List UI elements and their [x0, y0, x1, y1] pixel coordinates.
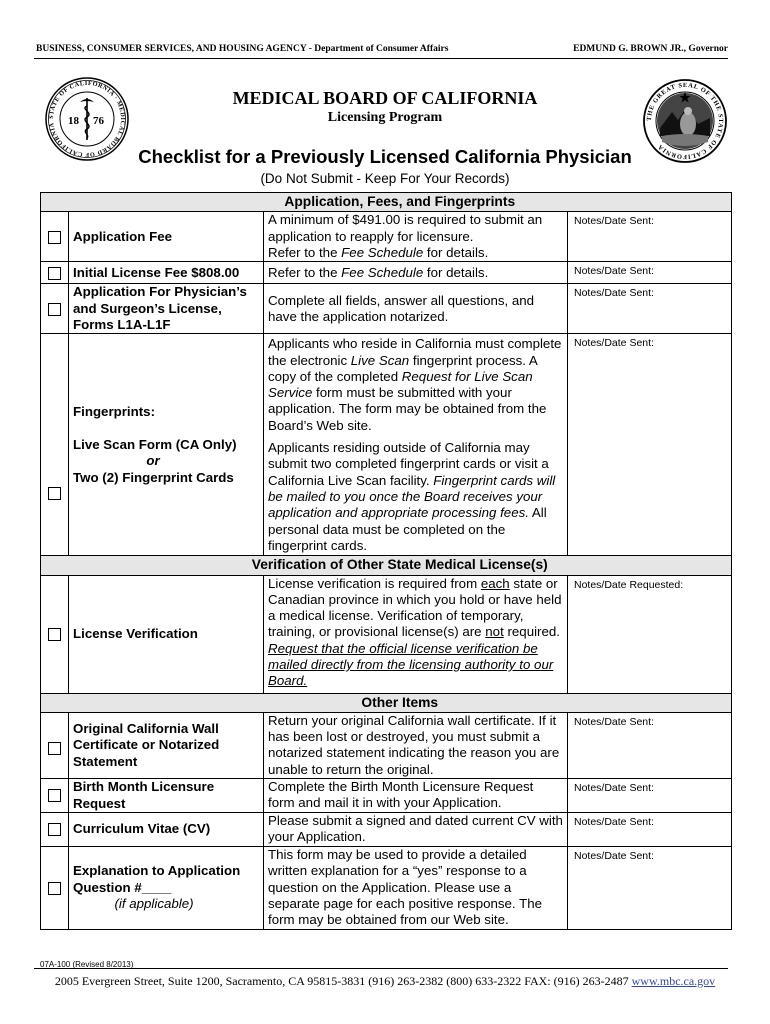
form-number: 07A-100 (Revised 8/2013): [40, 960, 134, 969]
checklist-table: [40, 192, 732, 930]
explanation-title: Explanation to Application Question #____: [73, 863, 241, 895]
license-fee-label: Initial License Fee $808.00: [69, 262, 264, 284]
license-verification-label: License Verification: [69, 575, 264, 693]
fingerprints-checkbox[interactable]: [48, 487, 61, 500]
checklist-row-license-fee: [41, 262, 732, 284]
fingerprints-title: Fingerprints:: [73, 403, 155, 419]
checklist-row-application: [41, 284, 732, 334]
fingerprint-card-instructions: Applicants residing outside of California may submit two completed fingerprint cards or visit a California Live Scan facility. Fingerprint cards will be mailed to you once the Board receives your application and appropriate processing fees. All personal data must be completed on the fingerprint cards.: [268, 440, 556, 553]
left-seal-year-b: 76: [93, 115, 104, 127]
left-seal-year-a: 18: [68, 115, 79, 127]
website-link[interactable]: www.mbc.ca.gov: [631, 974, 716, 988]
application-notes[interactable]: Notes/Date Sent:: [568, 284, 732, 334]
section-header-verification: [41, 556, 732, 575]
application-label: Application For Physician’s and Surgeon’s License, Forms L1A-L1F: [69, 284, 264, 334]
license-fee-desc-a: Refer to the: [268, 264, 342, 280]
checklist-row-application-fee: [41, 212, 732, 262]
wall-certificate-label: Original California Wall Certificate or Notarized Statement: [69, 712, 264, 778]
license-verification-description: License verification is required from each state or Canadian province in which you hold or have held a medical license. Verification of temporary, training, or provisional license(s) are not required. Request that the official license verification be mailed directly from the licensing authority to our Board.: [264, 575, 568, 693]
checklist-row-license-verification: [41, 575, 732, 693]
checklist-row-explanation: [41, 847, 732, 929]
explanation-label: [69, 847, 264, 929]
license-verification-notes[interactable]: Notes/Date Requested:: [568, 575, 732, 693]
fee-ref-text-a: Refer to the: [268, 244, 342, 260]
application-fee-label: Application Fee: [69, 212, 264, 262]
license-fee-checkbox[interactable]: [48, 267, 61, 280]
application-fee-description: [264, 212, 568, 262]
program-title: Licensing Program: [327, 110, 443, 125]
live-scan-instructions: Applicants who reside in California must complete the electronic Live Scan fingerprint process. A copy of the completed Request for Live Scan Service form must be submitted with your application. The form may be obtained from the Board’s Web site.: [268, 336, 562, 433]
fingerprint-cards-option: Two (2) Fingerprint Cards: [73, 469, 234, 485]
cv-label: Curriculum Vitae (CV): [69, 813, 264, 847]
application-description: Complete all fields, answer all questions, and have the application notarized.: [264, 284, 568, 334]
wall-certificate-checkbox[interactable]: [48, 742, 61, 755]
wall-certificate-notes[interactable]: Notes/Date Sent:: [568, 712, 732, 778]
cv-notes[interactable]: Notes/Date Sent:: [568, 813, 732, 847]
keep-records-note: (Do Not Submit - Keep For Your Records): [260, 171, 510, 186]
fee-ref-text-c: for details.: [423, 244, 489, 260]
fingerprints-description: [264, 334, 568, 556]
application-fee-checkbox[interactable]: [48, 231, 61, 244]
agency-name: BUSINESS, CONSUMER SERVICES, AND HOUSING AGENCY - Department of Consumer Affairs: [36, 44, 449, 54]
checklist-row-cv: [41, 813, 732, 847]
if-applicable-text: (if applicable): [114, 895, 194, 911]
section-header-fees: [41, 193, 732, 212]
cv-description: Please submit a signed and dated current CV with your Application.: [264, 813, 568, 847]
explanation-description: This form may be used to provide a detailed written explanation for a “yes” response to a question on the Application. Please use a separate page for each positive response. The form may be obtained from our Web site.: [264, 847, 568, 929]
right-seal-text: THE GREAT SEAL OF THE STATE OF CALIFORNIA: [645, 81, 725, 161]
birth-month-description: Complete the Birth Month Licensure Request form and mail it in with your Application.: [264, 779, 568, 813]
board-title: MEDICAL BOARD OF CALIFORNIA: [232, 88, 538, 108]
license-fee-description: [264, 262, 568, 284]
checklist-title: Checklist for a Previously Licensed California Physician: [138, 146, 632, 167]
license-fee-schedule-ref: Fee Schedule: [341, 264, 424, 280]
board-address: 2005 Evergreen Street, Suite 1200, Sacramento, CA 95815-3831 (916) 263-2382 (800) 633-2322 FAX: (916) 263-2487: [54, 974, 632, 988]
birth-month-notes[interactable]: Notes/Date Sent:: [568, 779, 732, 813]
explanation-notes[interactable]: Notes/Date Sent:: [568, 847, 732, 929]
explanation-checkbox[interactable]: [48, 882, 61, 895]
footer-address-line: [0, 974, 770, 989]
footer-rule: [34, 968, 728, 969]
checklist-row-fingerprints: [41, 334, 732, 556]
left-seal-text: STATE OF CALIFORNIA · MEDICAL BOARD OF CALIFORNIA: [47, 79, 127, 159]
live-scan-option: Live Scan Form (CA Only): [73, 437, 237, 452]
header-rule: [34, 58, 728, 59]
checklist-row-birth-month: [41, 779, 732, 813]
birth-month-checkbox[interactable]: [48, 789, 61, 802]
application-fee-notes[interactable]: Notes/Date Sent:: [568, 212, 732, 262]
birth-month-label: Birth Month Licensure Request: [69, 779, 264, 813]
license-fee-desc-c: for details.: [423, 264, 489, 280]
or-text: or: [146, 453, 160, 469]
section-header-other: [41, 693, 732, 712]
wall-certificate-description: Return your original California wall certificate. If it has been lost or destroyed, you must submit a notarized statement indicating the reason you are unable to return the original.: [264, 712, 568, 778]
governor-name: EDMUND G. BROWN JR., Governor: [573, 44, 728, 54]
cv-checkbox[interactable]: [48, 823, 61, 836]
section-title-verification: Verification of Other State Medical License(s): [69, 556, 732, 575]
fee-schedule-ref: Fee Schedule: [341, 244, 424, 260]
fingerprints-label: [69, 334, 264, 556]
section-title-fees: Application, Fees, and Fingerprints: [69, 193, 732, 212]
application-checkbox[interactable]: [48, 303, 61, 316]
application-fee-desc-text: A minimum of $491.00 is required to submit an application to reapply for licensure.: [268, 212, 543, 244]
license-fee-notes[interactable]: Notes/Date Sent:: [568, 262, 732, 284]
section-title-other: Other Items: [69, 693, 732, 712]
fingerprints-notes[interactable]: Notes/Date Sent:: [568, 334, 732, 556]
checklist-row-wall-certificate: [41, 712, 732, 778]
license-verification-checkbox[interactable]: [48, 628, 61, 641]
